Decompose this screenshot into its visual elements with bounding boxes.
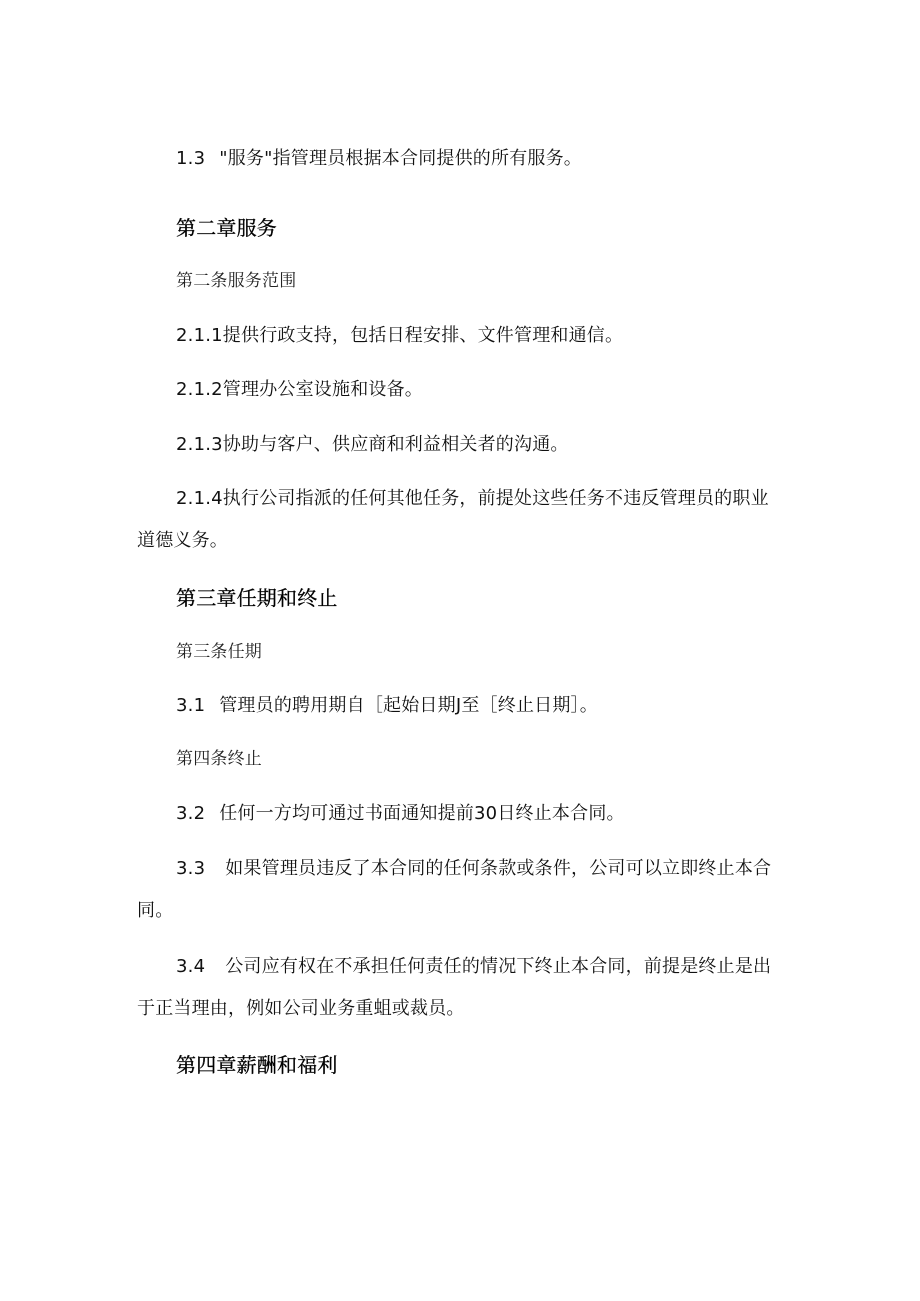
clause-number: 3.2 — [176, 803, 206, 824]
clause-3-4-continuation: 于正当理由，例如公司业务重蛆或裁员。 — [137, 998, 465, 1019]
clause-text: 如果管理员违反了本合同的任何条款或条件，公司可以立即终止本合 — [225, 858, 772, 879]
clause-2-1-4-continuation: 道德义务。 — [137, 530, 228, 551]
clause-number: 3.4 — [176, 956, 206, 977]
clause-text: 公司应有权在不承担任何责任的情况下终止本合同，前提是终止是出 — [225, 956, 772, 977]
clause-text: 管理员的聘用期自［起始日期J至［终止日期］。 — [219, 695, 598, 716]
clause-1-3 — [176, 150, 836, 168]
clause-2-1-4: 2.1.4执行公司指派的任何其他任务，前提处这些任务不违反管理员的职业 — [176, 488, 769, 509]
clause-number: 1.3 — [176, 148, 206, 169]
clause-3-3-continuation: 同。 — [137, 900, 174, 921]
clause-number: 3.1 — [176, 695, 206, 716]
clause-text: "服务"指管理员根据本合同提供的所有服务。 — [219, 148, 582, 169]
article-heading-4: 第四条终止 — [176, 749, 262, 769]
clause-3-3 — [176, 860, 836, 878]
clause-2-1-3: 2.1.3协助与客户、供应商和利益相关者的沟通。 — [176, 434, 569, 455]
article-heading-3: 第三条任期 — [176, 642, 262, 662]
article-heading-2: 第二条服务范围 — [176, 271, 297, 291]
clause-number: 3.3 — [176, 858, 206, 879]
chapter-heading-3: 第三章任期和终止 — [176, 586, 338, 610]
chapter-heading-2: 第二章服务 — [176, 216, 277, 240]
clause-3-4 — [176, 958, 836, 976]
clause-text: 任何一方均可通过书面通知提前30日终止本合同。 — [219, 803, 625, 824]
clause-3-1 — [176, 697, 836, 715]
clause-2-1-2: 2.1.2管理办公室设施和设备。 — [176, 379, 423, 400]
chapter-heading-4: 第四章薪酬和福利 — [176, 1053, 338, 1077]
clause-3-2 — [176, 805, 836, 823]
clause-2-1-1: 2.1.1提供行政支持，包括日程安排、文件管理和通信。 — [176, 325, 624, 346]
